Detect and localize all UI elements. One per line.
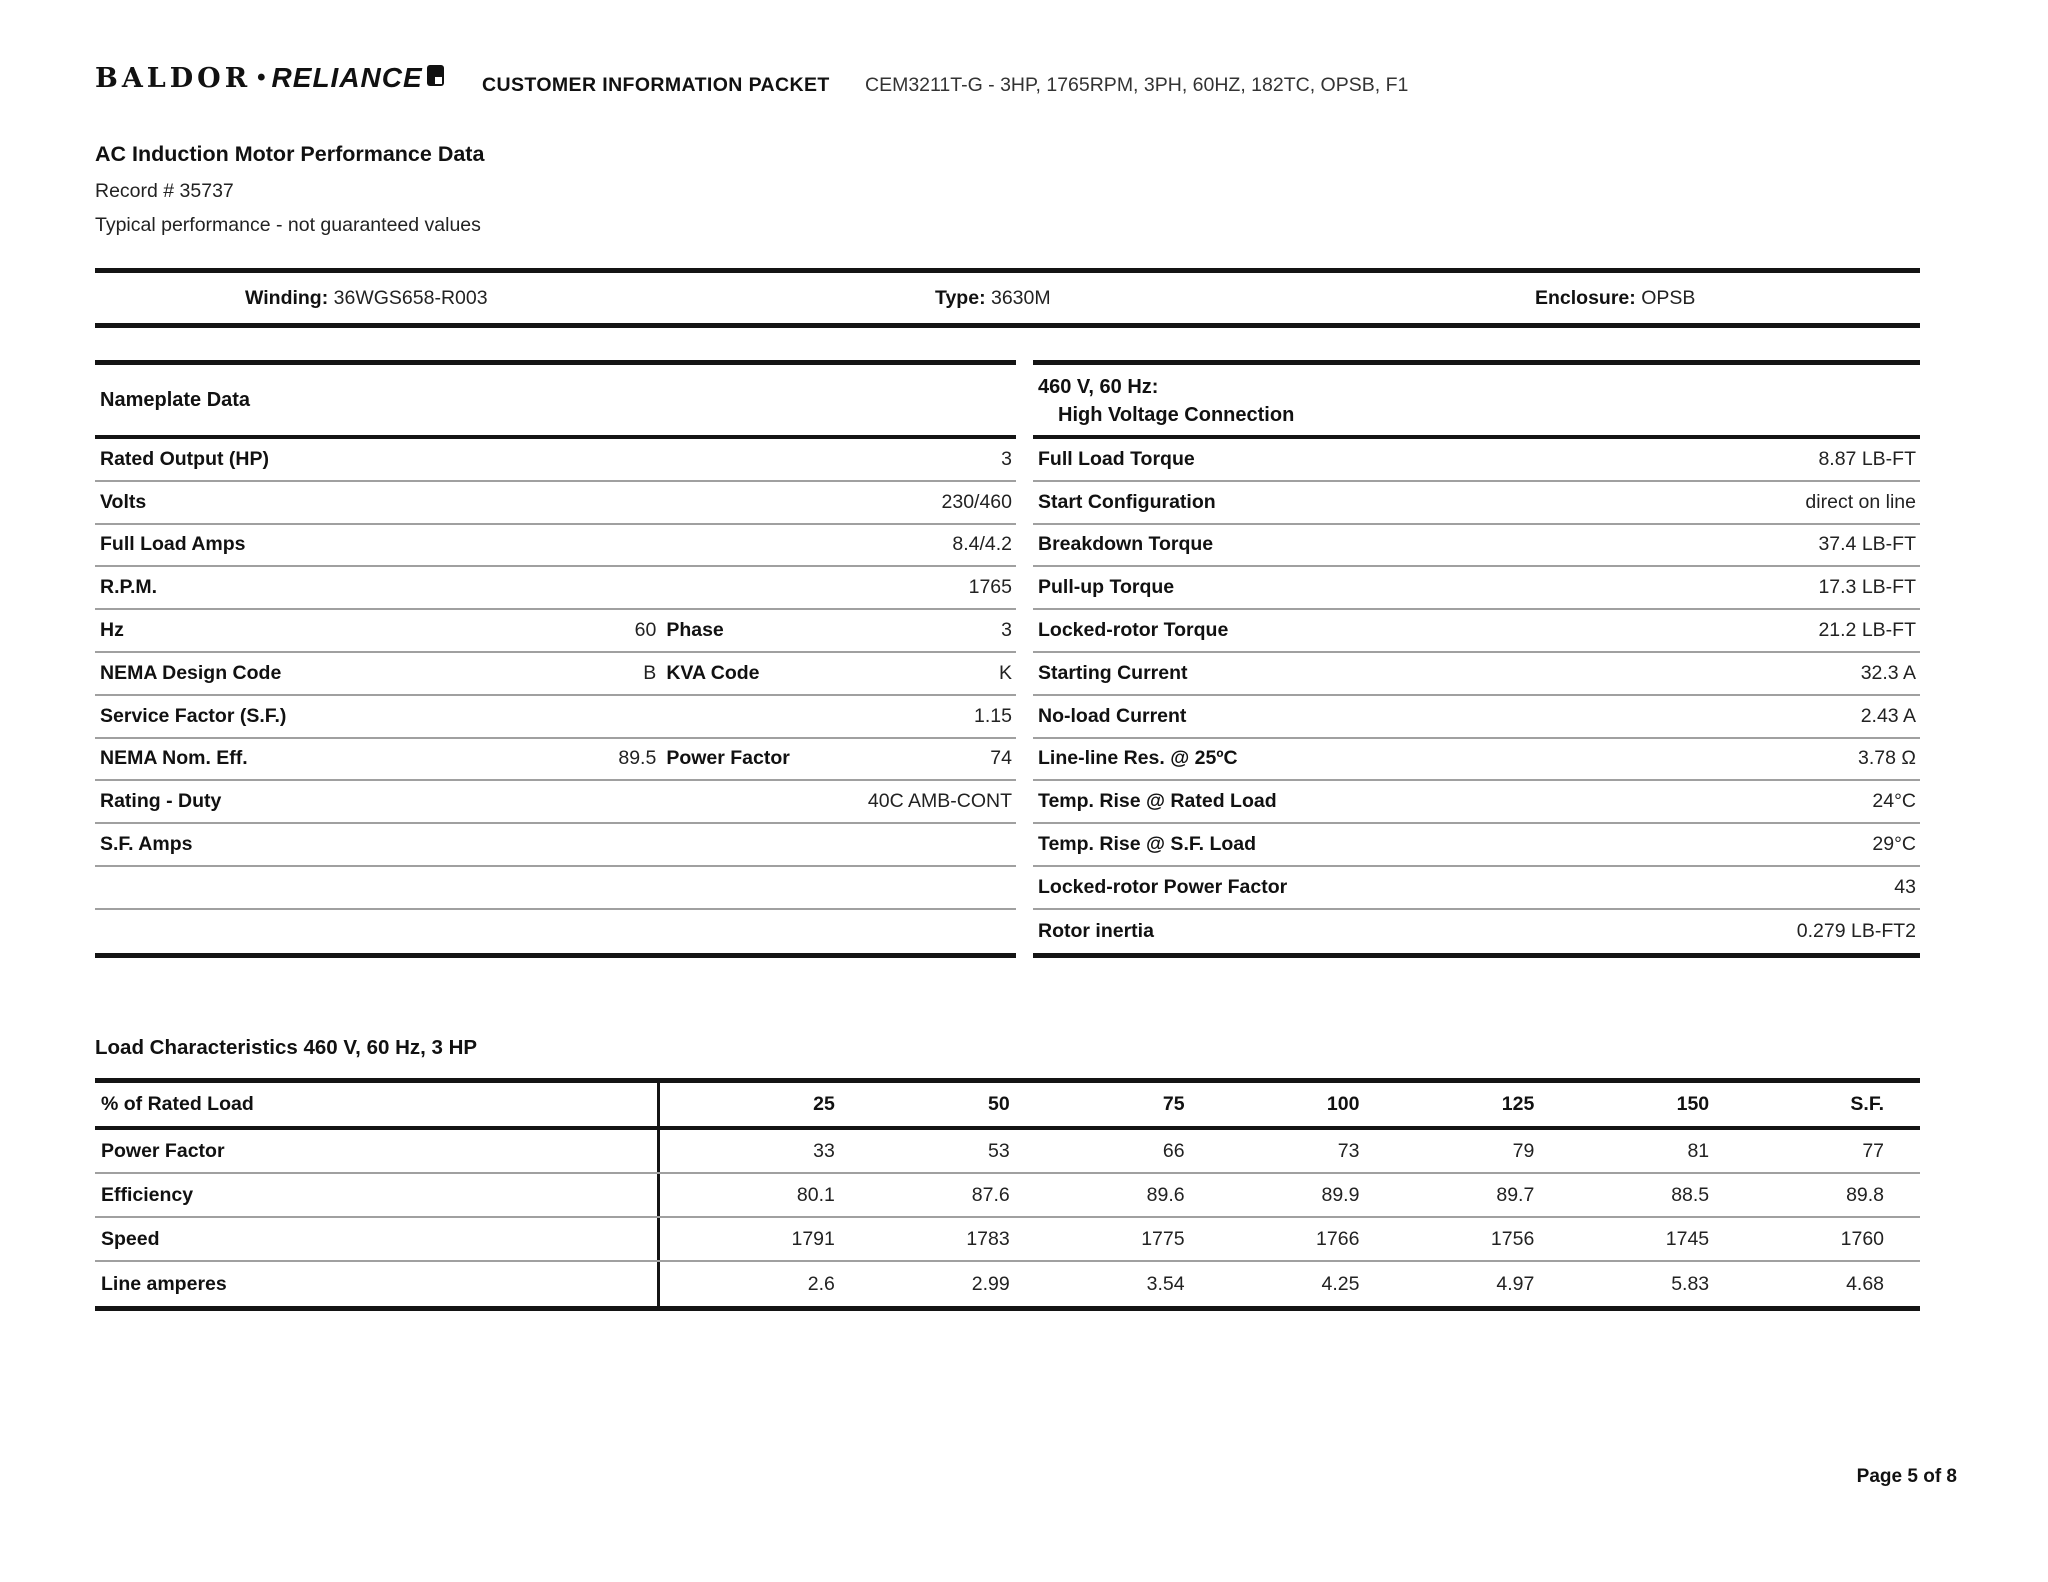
- row-value: 17.3 LB-FT: [1818, 576, 1916, 599]
- column-header: S.F.: [1850, 1093, 1885, 1115]
- row-value: 32.3 A: [1860, 661, 1916, 684]
- connection-header-line2: High Voltage Connection: [1058, 404, 1295, 426]
- disclaimer-note: Typical performance - not guaranteed values: [95, 214, 481, 236]
- table-row: [95, 1218, 1920, 1262]
- winding-field: [245, 273, 488, 323]
- row-label: Locked-rotor Power Factor: [1038, 875, 1288, 898]
- row-value: 3.78 Ω: [1858, 747, 1916, 770]
- packet-title: CUSTOMER INFORMATION PACKET: [482, 74, 830, 96]
- row-value: 3: [1001, 619, 1012, 642]
- row-value: direct on line: [1805, 490, 1916, 513]
- winding-value: 36WGS658-R003: [333, 287, 488, 309]
- column-header-label: % of Rated Load: [95, 1083, 660, 1126]
- row-label: Line-line Res. @ 25ºC: [1038, 747, 1238, 770]
- cell-value: 1756: [1490, 1227, 1535, 1250]
- row-label: Rotor inertia: [1038, 919, 1154, 942]
- cell-value: 5.83: [1671, 1272, 1710, 1295]
- row-values: [660, 1262, 1920, 1306]
- cell-value: 2.99: [971, 1272, 1010, 1295]
- row-mid-value: 60: [634, 619, 657, 642]
- column-header: 150: [1676, 1093, 1710, 1115]
- row-label: Rating - Duty: [100, 790, 222, 813]
- table-row: [1033, 824, 1920, 867]
- row-pair: [100, 619, 656, 642]
- row-label: Temp. Rise @ S.F. Load: [1038, 833, 1257, 856]
- cell-value: 1775: [1141, 1227, 1185, 1250]
- row-values: [660, 1130, 1920, 1172]
- row-value: 43: [1894, 875, 1916, 898]
- row-label: Volts: [100, 490, 147, 513]
- load-characteristics-title: Load Characteristics 460 V, 60 Hz, 3 HP: [95, 1036, 478, 1059]
- cell-value: 1745: [1665, 1227, 1710, 1250]
- row-value: 37.4 LB-FT: [1818, 533, 1916, 556]
- row-label: Efficiency: [95, 1174, 660, 1216]
- row-mid-value: 89.5: [618, 747, 657, 770]
- cell-value: 81: [1687, 1139, 1710, 1162]
- row-label: Starting Current: [1038, 661, 1188, 684]
- title-block: [95, 142, 484, 237]
- column-header: 100: [1326, 1093, 1360, 1115]
- connection-header-line1: 460 V, 60 Hz:: [1038, 376, 1159, 398]
- row-pair: [100, 662, 656, 685]
- cell-value: 2.6: [807, 1272, 835, 1295]
- row-mid-value: B: [643, 661, 657, 684]
- cell-value: 89.8: [1846, 1183, 1885, 1206]
- nameplate-header: Nameplate Data: [95, 365, 1016, 439]
- record-number: Record # 35737: [95, 180, 234, 202]
- row-label: Power Factor: [95, 1130, 660, 1172]
- table-row: [1033, 653, 1920, 696]
- logo-reliance-text: RELIANCE: [271, 62, 423, 93]
- column-headers: [660, 1083, 1920, 1126]
- cell-value: 89.9: [1321, 1183, 1360, 1206]
- row-value: 0.279 LB-FT2: [1796, 919, 1916, 942]
- enclosure-label: Enclosure:: [1535, 287, 1636, 309]
- cell-value: 89.6: [1146, 1183, 1185, 1206]
- row-label: Rated Output (HP): [100, 447, 269, 470]
- row-label: Full Load Amps: [100, 533, 246, 556]
- table-row: [1033, 567, 1920, 610]
- cell-value: 4.68: [1846, 1272, 1885, 1295]
- row-label: Service Factor (S.F.): [100, 704, 287, 727]
- table-row: [95, 781, 1016, 824]
- column-header: 125: [1501, 1093, 1535, 1115]
- row-value: 1765: [968, 576, 1012, 599]
- row-value: 74: [990, 747, 1012, 770]
- row-label: Locked-rotor Torque: [1038, 619, 1229, 642]
- table-row: [1033, 867, 1920, 910]
- table-row: [95, 567, 1016, 610]
- row-value: 21.2 LB-FT: [1818, 619, 1916, 642]
- table-row: [95, 653, 1016, 696]
- row-value: 230/460: [941, 490, 1012, 513]
- row-pair: [656, 747, 1012, 770]
- table-row: [1033, 525, 1920, 568]
- enclosure-value: OPSB: [1641, 287, 1696, 309]
- row-pair: [656, 662, 1012, 685]
- cell-value: 4.97: [1496, 1272, 1535, 1295]
- table-row: [1033, 610, 1920, 653]
- load-table-header-row: [95, 1083, 1920, 1130]
- enclosure-field: [1535, 273, 1695, 323]
- cell-value: 53: [988, 1139, 1010, 1162]
- cell-value: 33: [813, 1139, 835, 1162]
- cell-value: 4.25: [1321, 1272, 1360, 1295]
- load-characteristics-table: [95, 1078, 1920, 1311]
- table-row: [95, 696, 1016, 739]
- row-label: Speed: [95, 1218, 660, 1260]
- row-label: R.P.M.: [100, 576, 158, 599]
- row-label: NEMA Design Code: [100, 661, 282, 684]
- table-row: [95, 439, 1016, 482]
- cell-value: 87.6: [971, 1183, 1010, 1206]
- cell-value: 80.1: [796, 1183, 835, 1206]
- cell-value: 1760: [1840, 1227, 1885, 1250]
- cell-value: 89.7: [1496, 1183, 1535, 1206]
- logo-baldor-text: BALDOR: [95, 63, 252, 94]
- row-value: 8.4/4.2: [952, 533, 1012, 556]
- winding-label: Winding:: [245, 287, 329, 309]
- table-row: [95, 482, 1016, 525]
- page-number: Page 5 of 8: [1856, 1466, 1957, 1487]
- row-label: Start Configuration: [1038, 490, 1216, 513]
- row-value: 8.87 LB-FT: [1818, 447, 1916, 470]
- row-value: 2.43 A: [1860, 704, 1916, 727]
- baldor-reliance-logo: [95, 62, 444, 94]
- table-row: [95, 1262, 1920, 1306]
- cell-value: 3.54: [1146, 1272, 1185, 1295]
- cell-value: 1783: [966, 1227, 1010, 1250]
- row-label2: Phase: [666, 619, 724, 642]
- column-header: 75: [1162, 1093, 1185, 1115]
- nameplate-table: [95, 360, 1016, 958]
- table-row-empty: [95, 910, 1016, 953]
- cell-value: 73: [1337, 1139, 1360, 1162]
- row-label2: Power Factor: [666, 747, 790, 770]
- row-label: Temp. Rise @ Rated Load: [1038, 790, 1277, 813]
- table-row: [95, 610, 1016, 653]
- type-field: [935, 273, 1051, 323]
- row-values: [660, 1218, 1920, 1260]
- table-row: [95, 1130, 1920, 1174]
- row-label: S.F. Amps: [100, 833, 193, 856]
- table-row: [1033, 482, 1920, 525]
- cell-value: 79: [1512, 1139, 1535, 1162]
- table-row: [1033, 910, 1920, 953]
- row-value: 24°C: [1872, 790, 1916, 813]
- winding-bar: [95, 268, 1920, 328]
- table-row: [1033, 739, 1920, 782]
- logo-dot-icon: •: [257, 64, 266, 91]
- table-row-empty: [95, 867, 1016, 910]
- row-label: Pull-up Torque: [1038, 576, 1175, 599]
- cell-value: 1791: [791, 1227, 835, 1250]
- row-value: 40C AMB-CONT: [867, 790, 1012, 813]
- cell-value: 88.5: [1671, 1183, 1710, 1206]
- table-row: [95, 739, 1016, 782]
- row-label2: KVA Code: [666, 661, 760, 684]
- table-row: [95, 1174, 1920, 1218]
- type-value: 3630M: [990, 287, 1051, 309]
- table-row: [1033, 696, 1920, 739]
- cell-value: 1766: [1316, 1227, 1360, 1250]
- type-label: Type:: [935, 287, 986, 309]
- row-label: Full Load Torque: [1038, 447, 1195, 470]
- row-value: 29°C: [1872, 833, 1916, 856]
- cell-value: 77: [1862, 1139, 1885, 1162]
- connection-table: [1033, 360, 1920, 958]
- cell-value: 66: [1162, 1139, 1185, 1162]
- row-value: 3: [1001, 447, 1012, 470]
- registered-mark-icon: [427, 65, 444, 86]
- row-pair: [100, 747, 656, 770]
- table-row: [95, 824, 1016, 867]
- row-value: K: [998, 661, 1012, 684]
- row-label: Breakdown Torque: [1038, 533, 1214, 556]
- page-title: AC Induction Motor Performance Data: [95, 142, 485, 166]
- row-values: [660, 1174, 1920, 1216]
- table-row: [95, 525, 1016, 568]
- connection-header: [1033, 365, 1920, 439]
- row-label: No-load Current: [1038, 704, 1187, 727]
- table-row: [1033, 781, 1920, 824]
- row-pair: [656, 619, 1012, 642]
- row-label: Hz: [100, 619, 124, 642]
- row-label: Line amperes: [95, 1262, 660, 1306]
- row-label: NEMA Nom. Eff.: [100, 747, 248, 770]
- product-code: CEM3211T-G - 3HP, 1765RPM, 3PH, 60HZ, 182TC, OPSB, F1: [865, 74, 1409, 96]
- table-row: [1033, 439, 1920, 482]
- row-value: 1.15: [974, 704, 1012, 727]
- column-header: 50: [988, 1093, 1010, 1115]
- column-header: 25: [813, 1093, 835, 1115]
